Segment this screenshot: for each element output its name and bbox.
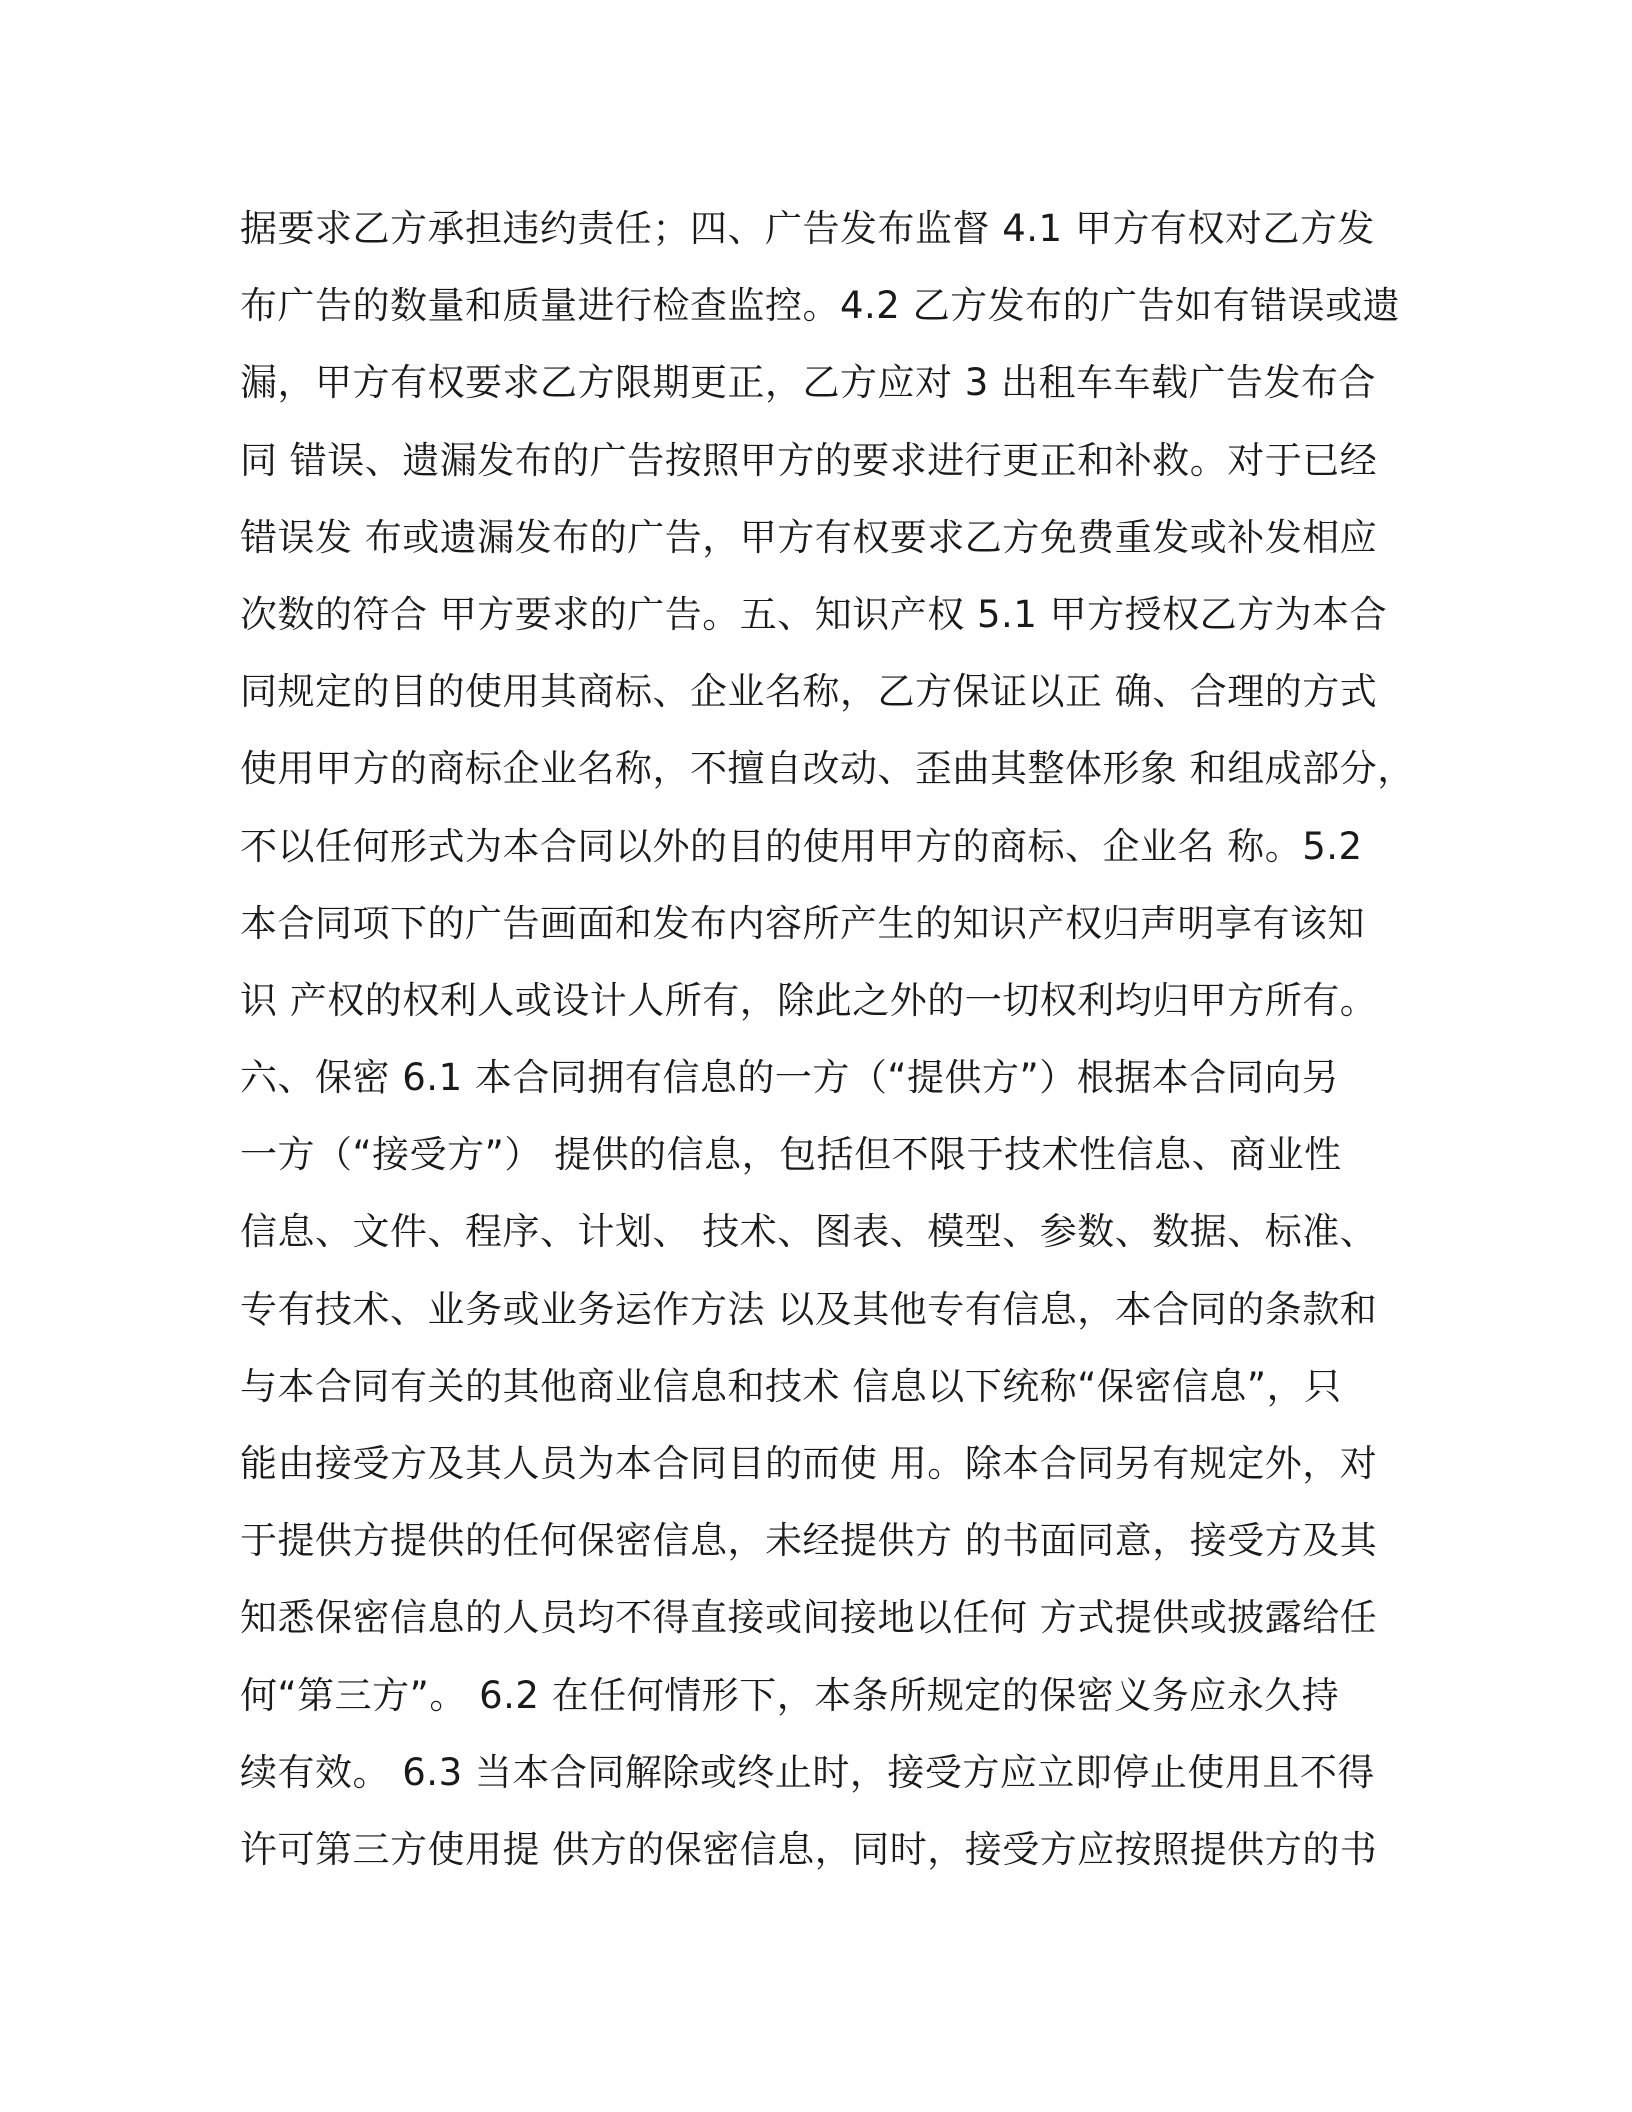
text-line: 次数的符合 甲方要求的广告。五、知识产权 5.1 甲方授权乙方为本合 bbox=[240, 592, 1388, 636]
text-line: 专有技术、业务或业务运作方法 以及其他专有信息，本合同的条款和 bbox=[240, 1287, 1378, 1331]
text-line: 布广告的数量和质量进行检查监控。4.2 乙方发布的广告如有错误或遗 bbox=[240, 284, 1401, 328]
text-line: 知悉保密信息的人员均不得直接或间接地以任何 方式提供或披露给任 bbox=[240, 1596, 1378, 1640]
text-line: 何“第三方”。 6.2 在任何情形下，本条所规定的保密义务应永久持 bbox=[240, 1673, 1340, 1717]
text-line: 同 错误、遗漏发布的广告按照甲方的要求进行更正和补救。对于已经 bbox=[240, 438, 1378, 482]
text-line: 错误发 布或遗漏发布的广告，甲方有权要求乙方免费重发或补发相应 bbox=[240, 515, 1378, 559]
text-line: 不以任何形式为本合同以外的目的使用甲方的商标、企业名 称。5.2 bbox=[240, 824, 1363, 868]
text-line: 六、保密 6.1 本合同拥有信息的一方（“提供方”）根据本合同向另 bbox=[240, 1056, 1340, 1100]
text-line: 同规定的目的使用其商标、企业名称，乙方保证以正 确、合理的方式 bbox=[240, 670, 1378, 714]
text-line: 本合同项下的广告画面和发布内容所产生的知识产权归声明享有该知 bbox=[240, 901, 1365, 945]
text-line: 与本合同有关的其他商业信息和技术 信息以下统称“保密信息”，只 bbox=[240, 1364, 1342, 1408]
text-line: 续有效。 6.3 当本合同解除或终止时，接受方应立即停止使用且不得 bbox=[240, 1750, 1375, 1794]
text-line: 能由接受方及其人员为本合同目的而使 用。除本合同另有规定外，对 bbox=[240, 1442, 1378, 1485]
text-line: 使用甲方的商标企业名称，不擅自改动、歪曲其整体形象 和组成部分， bbox=[240, 747, 1415, 791]
text-line: 一方（“接受方”） 提供的信息，包括但不限于技术性信息、商业性 bbox=[240, 1133, 1342, 1177]
text-line: 漏，甲方有权要求乙方限期更正，乙方应对 3 出租车车载广告发布合 bbox=[240, 361, 1377, 405]
text-line: 于提供方提供的任何保密信息，未经提供方 的书面同意，接受方及其 bbox=[240, 1519, 1378, 1563]
text-line: 据要求乙方承担违约责任；四、广告发布监督 4.1 甲方有权对乙方发 bbox=[240, 207, 1375, 250]
text-line: 许可第三方使用提 供方的保密信息，同时，接受方应按照提供方的书 bbox=[240, 1827, 1378, 1871]
text-line: 识 产权的权利人或设计人所有，除此之外的一切权利均归甲方所有。 bbox=[240, 978, 1378, 1022]
text-line: 信息、文件、程序、计划、 技术、图表、模型、参数、数据、标准、 bbox=[240, 1210, 1378, 1254]
body-text bbox=[240, 190, 1415, 1888]
